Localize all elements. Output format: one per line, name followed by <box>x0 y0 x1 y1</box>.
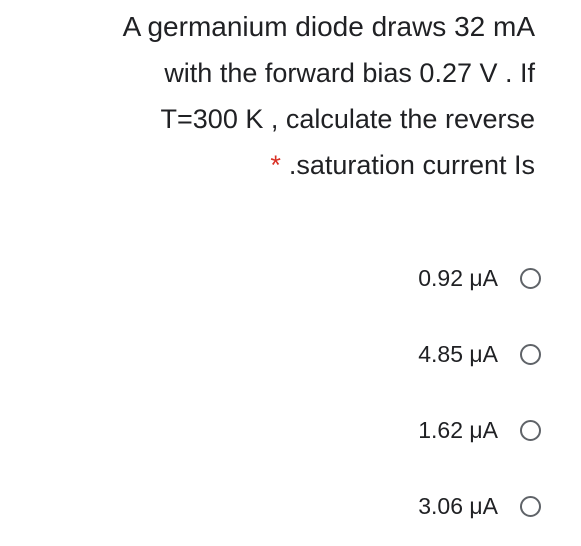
question-line-4 <box>5 142 535 188</box>
question-line-1: A germanium diode draws 32 mA <box>122 11 535 42</box>
option-label: 0.92 μA <box>418 264 498 291</box>
required-asterisk: * <box>270 150 281 180</box>
option-4[interactable] <box>241 468 541 544</box>
option-label: 1.62 μA <box>418 416 498 443</box>
option-3[interactable] <box>241 392 541 468</box>
question-line-3: T=300 K , calculate the reverse <box>160 104 535 134</box>
radio-button[interactable] <box>520 268 541 289</box>
question-text <box>5 4 535 188</box>
radio-button[interactable] <box>520 496 541 517</box>
answer-options <box>241 240 541 544</box>
question-line-2: with the forward bias 0.27 V . If <box>164 58 535 88</box>
option-2[interactable] <box>241 316 541 392</box>
radio-button[interactable] <box>520 420 541 441</box>
option-label: 4.85 μA <box>418 340 498 367</box>
option-1[interactable] <box>241 240 541 316</box>
option-label: 3.06 μA <box>418 492 498 519</box>
question-line-4-text: .saturation current Is <box>288 150 535 180</box>
radio-button[interactable] <box>520 344 541 365</box>
